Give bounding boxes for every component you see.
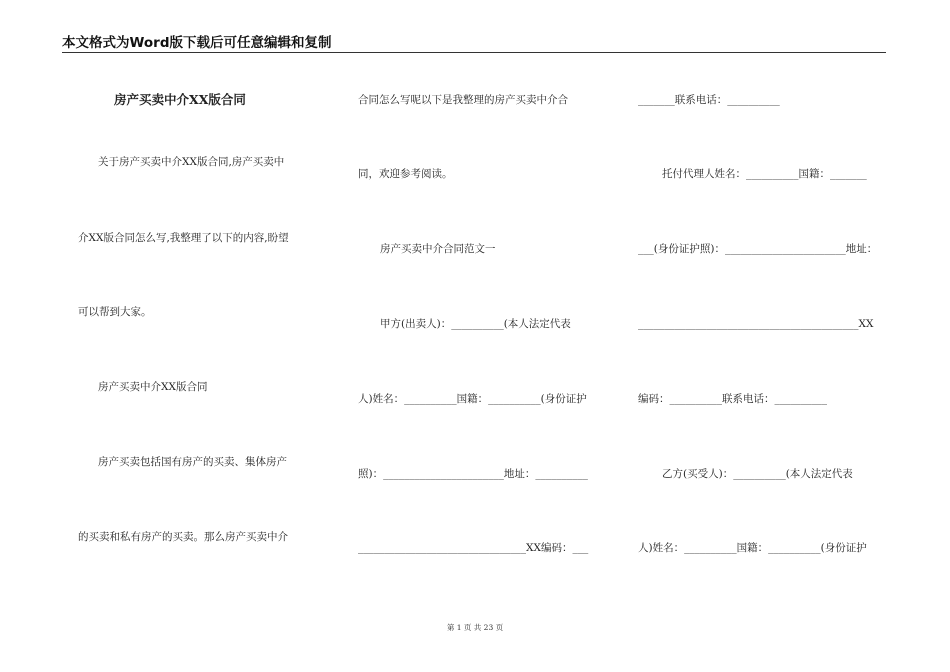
text-line: _______联系电话：__________ [638,94,780,106]
text-line: 房产买卖包括国有房产的买卖、集体房产 [98,456,287,468]
text-line: 的买卖和私有房产的买卖。那么房产买卖中介 [78,531,288,543]
text-line: __________________________________________XX [638,318,874,330]
text-line: 关于房产买卖中介XX版合同,房产买卖中 [98,156,285,168]
section-heading: 房产买卖中介XX版合同 [98,381,208,393]
text-line: 介XX版合同怎么写,我整理了以下的内容,盼望 [78,232,289,244]
text-line: 可以帮到大家。 [78,306,152,318]
text-line: 编码：__________联系电话：__________ [638,393,827,405]
text-line: 人)姓名：__________国籍：__________(身份证护 [638,542,867,554]
text-line: 照)：_______________________地址：__________ [358,468,588,480]
text-line: ___(身份证护照)：_______________________地址： [638,243,878,255]
text-line: 人)姓名：__________国籍：__________(身份证护 [358,393,587,405]
text-line: 乙方(买受人)：__________(本人法定代表 [662,468,853,480]
document-title: 房产买卖中介XX版合同 [114,92,246,107]
text-line: 甲方(出卖人)：__________(本人法定代表 [380,318,571,330]
text-line: 托付代理人姓名：__________国籍：_______ [662,168,867,180]
document-banner: 本文格式为Word版下载后可任意编辑和复制 [62,34,886,53]
page-number: 第 1 页 共 23 页 [446,623,504,632]
text-line: ________________________________XX编码：___ [358,542,589,554]
section-heading: 房产买卖中介合同范文一 [380,243,496,255]
text-line: 合同怎么写呢以下是我整理的房产买卖中介合 [358,94,568,106]
text-line: 同，欢迎参考阅读。 [358,168,453,180]
